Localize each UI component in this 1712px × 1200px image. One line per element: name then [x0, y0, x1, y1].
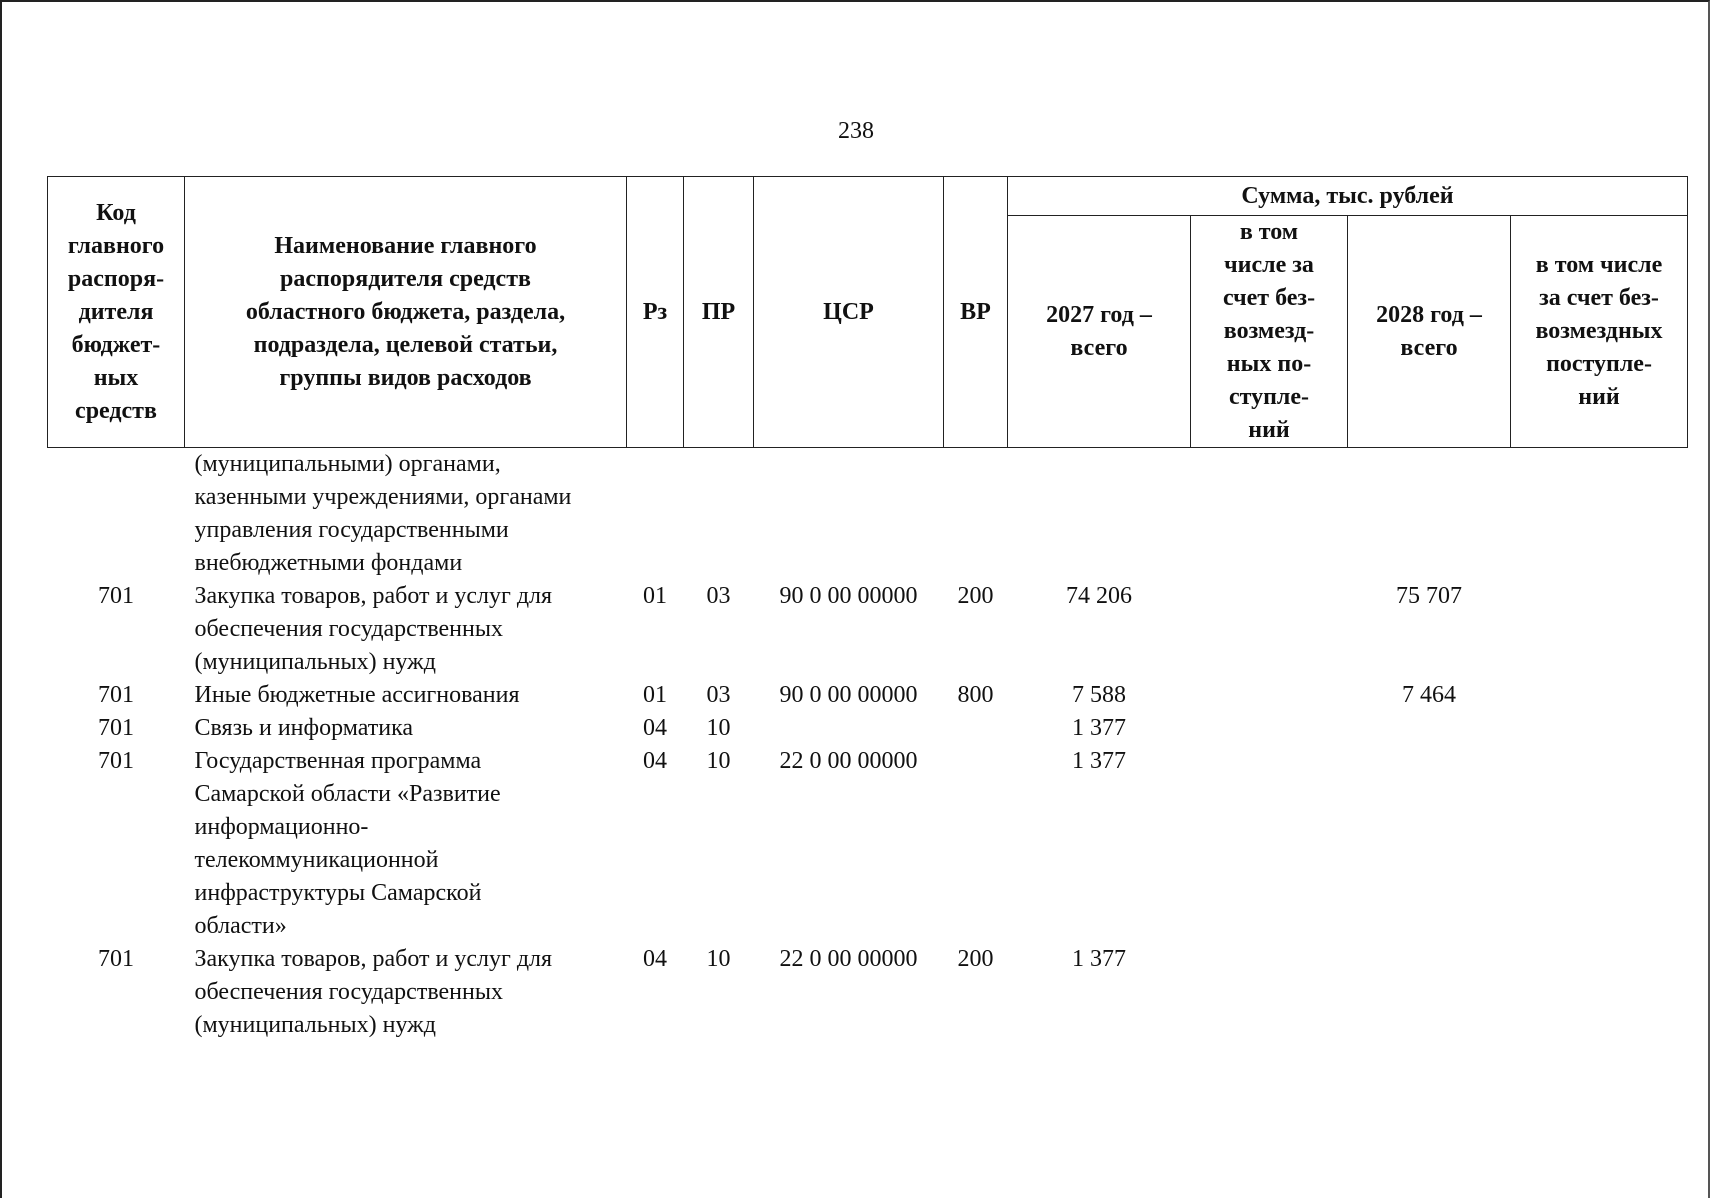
cell-2027: 1 377 [1072, 715, 1126, 741]
cell-name: Закупка товаров, работ и услуг для обеспечения государственных (муниципальных) нужд [194, 583, 553, 675]
cell-name: Государственная программа Самарской области «Развитие информационно-телекоммуникационной инфраструктуры Самарской области» [194, 748, 501, 939]
cell-pr [684, 448, 754, 581]
cell-csr: 22 0 00 00000 [779, 946, 918, 972]
cell-rz: 04 [643, 946, 667, 972]
table-row [48, 679, 1688, 712]
cell-csr [754, 448, 944, 581]
cell-vr [944, 712, 1008, 745]
cell-2027-grants [1191, 943, 1348, 1042]
cell-2027: 1 377 [1072, 748, 1126, 774]
cell-pr: 03 [706, 682, 731, 708]
cell-csr: 90 0 00 00000 [779, 682, 918, 708]
cell-pr: 10 [706, 715, 731, 741]
cell-pr: 10 [706, 946, 731, 972]
header-2027-total: 2027 год – всего [1008, 216, 1191, 448]
cell-2027: 74 206 [1066, 583, 1132, 609]
cell-name: Связь и информатика [194, 715, 414, 741]
cell-2027-grants [1191, 745, 1348, 943]
cell-code: 701 [98, 583, 134, 609]
cell-2028-grants [1511, 679, 1688, 712]
header-2027-grants: в том числе за счет без- возмезд- ных по- ступле- ний [1191, 216, 1348, 448]
header-pr: ПР [684, 177, 754, 448]
cell-vr [944, 745, 1008, 943]
cell-name: Иные бюджетные ассигнования [194, 682, 520, 708]
header-rz: Рз [627, 177, 684, 448]
budget-table [47, 176, 1688, 1042]
cell-vr: 200 [957, 583, 994, 609]
cell-vr: 200 [957, 946, 994, 972]
table-row [48, 943, 1688, 1042]
cell-rz: 01 [643, 583, 667, 609]
cell-code: 701 [98, 946, 134, 972]
cell-csr: 22 0 00 00000 [779, 748, 918, 774]
cell-vr: 800 [957, 682, 994, 708]
header-2028-total: 2028 год – всего [1348, 216, 1511, 448]
cell-code: 701 [98, 715, 134, 741]
header-vr: ВР [944, 177, 1008, 448]
cell-2028-grants [1511, 448, 1688, 581]
header-code: Код главного распоря- дителя бюджет- ных средств [48, 177, 185, 448]
cell-2027-grants [1191, 580, 1348, 679]
cell-2028-grants [1511, 580, 1688, 679]
cell-2027: 1 377 [1072, 946, 1126, 972]
cell-2027 [1008, 448, 1191, 581]
cell-pr: 10 [706, 748, 731, 774]
table-row [48, 745, 1688, 943]
header-name: Наименование главного распорядителя средств областного бюджета, раздела, подраздела, целевой статьи, группы видов расходов [185, 177, 627, 448]
cell-2028: 75 707 [1396, 583, 1462, 609]
cell-vr [944, 448, 1008, 581]
cell-csr [754, 712, 944, 745]
cell-csr: 90 0 00 00000 [779, 583, 918, 609]
cell-2027-grants [1191, 448, 1348, 581]
cell-2028-grants [1511, 943, 1688, 1042]
cell-rz: 04 [643, 748, 667, 774]
cell-rz [627, 448, 684, 581]
header-sum: Сумма, тыс. рублей [1008, 177, 1688, 216]
header-csr: ЦСР [754, 177, 944, 448]
cell-2028-grants [1511, 745, 1688, 943]
table-row [48, 712, 1688, 745]
table-header [48, 177, 1688, 448]
cell-2028-grants [1511, 712, 1688, 745]
cell-2027: 7 588 [1072, 682, 1126, 708]
cell-name: (муниципальными) органами, казенными учреждениями, органами управления государственными внебюджетными фондами [194, 451, 572, 576]
cell-2028 [1348, 448, 1511, 581]
cell-2027-grants [1191, 712, 1348, 745]
table-row [48, 448, 1688, 581]
cell-2028 [1348, 745, 1511, 943]
table-row [48, 580, 1688, 679]
cell-name: Закупка товаров, работ и услуг для обеспечения государственных (муниципальных) нужд [194, 946, 553, 1038]
cell-2028: 7 464 [1402, 682, 1456, 708]
cell-pr: 03 [706, 583, 731, 609]
cell-2027-grants [1191, 679, 1348, 712]
cell-code: 701 [98, 748, 134, 774]
cell-2028 [1348, 712, 1511, 745]
cell-2028 [1348, 943, 1511, 1042]
cell-rz: 04 [643, 715, 667, 741]
page-number: 238 [838, 118, 874, 144]
header-2028-grants: в том числе за счет без- возмездных поступле- ний [1511, 216, 1688, 448]
cell-code: 701 [98, 682, 134, 708]
cell-rz: 01 [643, 682, 667, 708]
cell-code [48, 448, 185, 581]
